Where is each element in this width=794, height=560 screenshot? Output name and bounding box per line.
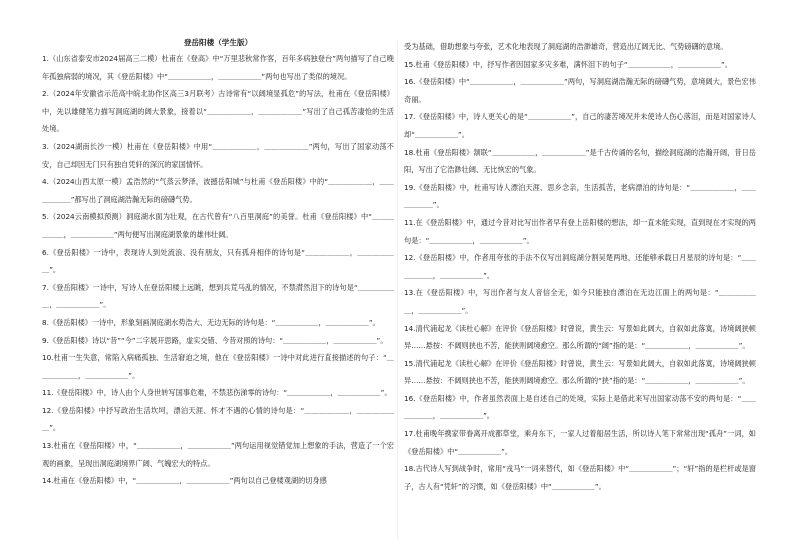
question-item: 17.杜甫晚年携家带眷离开成都草堂，乘舟东下，一家人过着船居生活，所以诗人笔下常常出现“孤舟”一词，如《登岳阳楼》中“＿＿＿＿＿＿”。 — [404, 429, 756, 456]
question-item: 19.《登岳阳楼》中，杜甫写诗人漂泊天涯、思乡念亲，生活孤苦，老病漂泊的诗句是：“＿＿＿＿＿＿，＿＿＿＿＿＿”。 — [404, 182, 756, 210]
question-item: 3.（2024湖南长沙一模）杜甫在《登岳阳楼》中用“＿＿＿＿＿＿，＿＿＿＿＿＿”两句，写出了国家动荡不安，自己却因无门只有独自凭轩的深沉的家国情怀。 — [42, 141, 394, 169]
question-item: 14.清代浦起龙《读杜心解》在评价《登岳阳楼》时曾说，黄生云：写景如此阔大，自叙如此落寞，诗境阔狭顿异……悬按：不阔则狭也不苦，能狭则阔境愈空。那么所谓的“阔”指的是：“＿＿＿＿＿＿，＿＿＿＿＿＿”。 — [404, 323, 756, 351]
question-item: 11.在《登岳阳楼》中，通过今昔对比写出作者早有登上岳阳楼的想法，却一直未能实现，直到现在才实现的两句是：“＿＿＿＿＿＿，＿＿＿＿＿＿”。 — [404, 217, 756, 245]
question-item: 5.（2024云南模拟预测）洞庭湖水面为壮观，在古代曾有“八百里洞庭”的美誉。杜甫《登岳阳楼》中“＿＿＿＿＿＿，＿＿＿＿＿＿”两句便写出洞庭湖景象的雄伟壮阔。 — [42, 212, 394, 239]
question-item: 4.（2024山西太原一模）孟浩然的“气蒸云梦泽，波撼岳阳城”与杜甫《登岳阳楼》中的“＿＿＿＿＿＿，＿＿＿＿＿＿”都写出了洞庭湖浩瀚无际的磅礴气势。 — [42, 177, 394, 204]
question-item: 11.《登岳阳楼》中，诗人由个人身世转写国事危难，不禁悲伤涕零的诗句：“＿＿＿＿＿＿，＿＿＿＿＿＿”。 — [42, 388, 392, 398]
question-item: 8.《登岳阳楼》一诗中，形象刻画洞庭湖水势浩大、无边无际的诗句是：“＿＿＿＿＿＿，＿＿＿＿＿＿”。 — [42, 317, 380, 327]
question-item: 10.杜甫一生失意，常陷入病痛孤独、生活窘迫之境，他在《登岳阳楼》一诗中对此进行直接描述的句子：“＿＿＿＿＿＿，＿＿＿＿＿＿”。 — [42, 353, 394, 380]
column-divider — [397, 40, 398, 540]
question-item: 16.《登岳阳楼》中，作者虽然表面上是自述自己的处境，实际上是借此来写出国家动荡不安的两句是：“＿＿＿＿＿＿，＿＿＿＿＿＿”。 — [404, 393, 756, 421]
question-item: 9.《登岳阳楼》诗以“昔”“今”二字展开思路，虚实交错、今昔对照的诗句：“＿＿＿＿＿＿，＿＿＿＿＿＿”。 — [42, 335, 388, 345]
right-column — [404, 38, 756, 495]
question-item: 18.古代诗人写到战争时，常用“戎马”一词来替代，如《登岳阳楼》中“＿＿＿＿＿＿”；“轩”指的是栏杆或是窗子，古人有“凭轩”的习惯，如《登岳阳楼》中“＿＿＿＿＿＿”。 — [404, 464, 756, 491]
question-item: 12.《登岳阳楼》中，作者用夸张的手法不仅写出洞庭湖分割吴楚两地，还能够承载日月星辰的诗句是：“＿＿＿＿＿＿，＿＿＿＿＿＿”。 — [404, 253, 756, 280]
question-item: 16.《登岳阳楼》中“＿＿＿＿＿＿，＿＿＿＿＿＿”两句，写洞庭湖浩瀚无际的磅礴气势，意境阔大，景色宏伟奇丽。 — [404, 77, 756, 104]
question-item: 受为基础，借助想象与夸张，艺术化地表现了洞庭湖的浩渺雄奇，营造出辽阔无比、气势磅礴的意境。 — [404, 42, 728, 51]
question-item: 14.杜甫在《登岳阳楼》中，“＿＿＿＿＿＿，＿＿＿＿＿＿”两句以自己登楼观湖的切身感 — [42, 476, 327, 486]
question-item: 15.清代浦起龙《读杜心解》在评价《登岳阳楼》时曾说，黄生云：写景如此阔大，自叙如此落寞，诗境阔狭顿异……悬按：不阔则狭也不苦，能狭则阔境愈空。那么所谓的“狭”指的是：“＿＿＿＿＿＿，＿＿＿＿＿＿”。 — [404, 358, 756, 386]
question-item: 17.《登岳阳楼》中，诗人更关心的是“＿＿＿＿＿＿”，自己的凄苦境况并未使诗人伤心落泪，而是对国家诗人却“＿＿＿＿＿＿”。 — [404, 112, 756, 139]
question-item: 2.（2024年安徽省示范高中皖北协作区高三3月联考）古诗常有“以阔境显孤危”的写法，杜甫在《登岳阳楼》中，先以雄健笔力描写洞庭湖的阔大景象，接着以“＿＿＿＿＿＿，＿＿＿＿＿＿”写出了自己孤苦凄怆的生活处境。 — [42, 89, 394, 134]
question-item: 6.《登岳阳楼》一诗中，表现诗人到处流浪、没有朋友，只有孤舟相伴的诗句是“＿＿＿＿＿＿，＿＿＿＿＿＿”。 — [42, 247, 394, 275]
question-item: 1.（山东省泰安市2024届高三二模）杜甫在《登高》中“万里悲秋常作客，百年多病独登台”两句描写了自己晚年孤独病弱的境况，其《登岳阳楼》中“＿＿＿＿＿＿，＿＿＿＿＿＿”两句也写出了类似的境况。 — [42, 54, 394, 81]
question-item: 15.杜甫《登岳阳楼》中，抒写作者因国家多灾多难，满怀泪下的句子“＿＿＿＿＿＿，＿＿＿＿＿＿”。 — [404, 59, 732, 69]
question-item: 13.杜甫在《登岳阳楼》中，“＿＿＿＿＿＿，＿＿＿＿＿＿”两句运用视觉错觉加上想象的手法，营造了一个宏观的画象，呈现出洞庭湖境界广阔、气魄宏大的特点。 — [42, 441, 394, 468]
question-item: 7.《登岳阳楼》一诗中，写诗人在登岳阳楼上远眺，想到兵荒马乱的情况，不禁潸然泪下的诗句是“＿＿＿＿＿＿，＿＿＿＿＿＿”。 — [42, 282, 394, 310]
question-item: 12.《登岳阳楼》中抒写政治生活坎坷，漂泊天涯、怀才不遇的心情的诗句是：“＿＿＿＿＿＿，＿＿＿＿＿＿”。 — [42, 405, 394, 433]
document-title: 登岳阳楼（学生版） — [183, 38, 253, 47]
question-item: 13.在《登岳阳楼》中，写出作者与友人音信全无，如今只能独自漂泊在无边江面上的两句是：“＿＿＿＿＿＿，＿＿＿＿＿＿”。 — [404, 288, 756, 315]
left-column — [42, 50, 394, 490]
question-item: 18.杜甫《登岳阳楼》颔联“＿＿＿＿＿＿，＿＿＿＿＿＿”是千古传诵的名句，描绘洞庭湖的浩瀚开阔，昔日岳阳，写出了它浩渺壮阔、无比恢宏的气象。 — [404, 147, 756, 175]
